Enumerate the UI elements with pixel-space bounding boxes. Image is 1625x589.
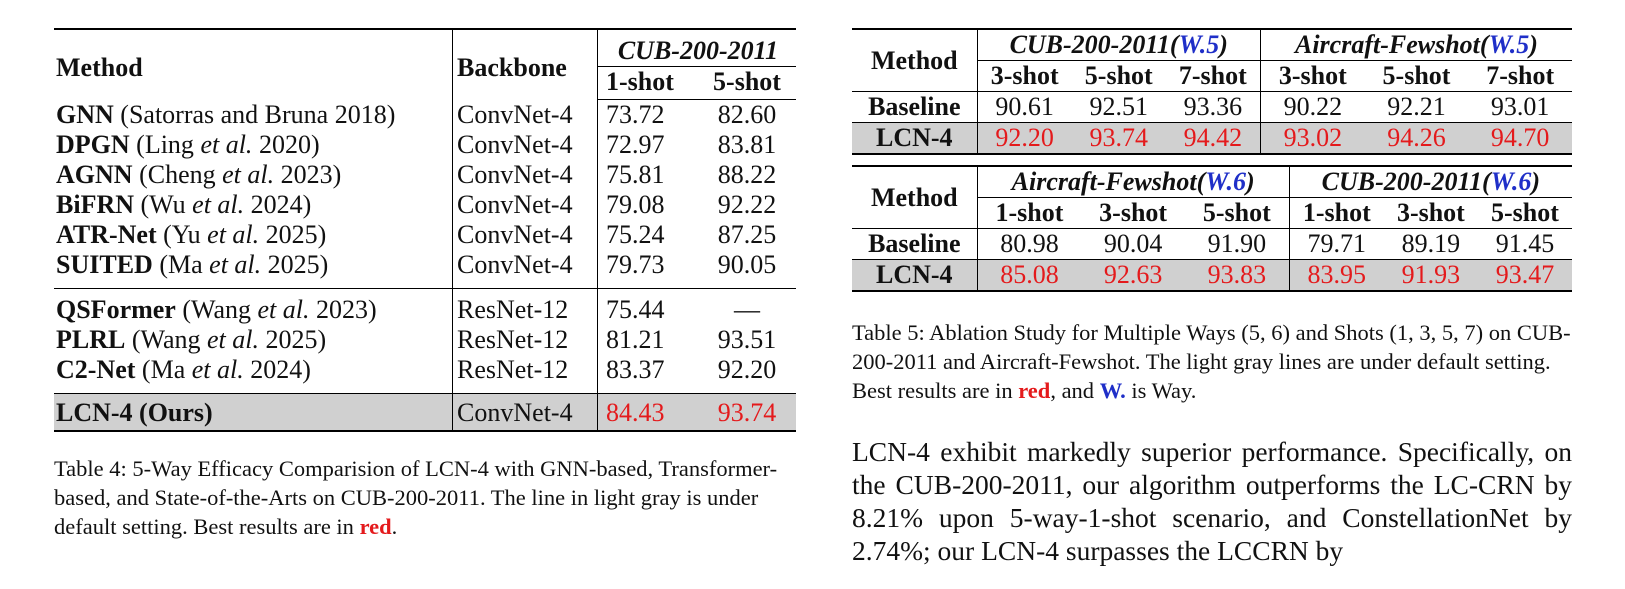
table4-5shot-cell: 88.22 (717, 160, 777, 189)
table5-bottom-dataset2-header: CUB-200-2011(W.6) (1289, 166, 1572, 198)
table4-gap (54, 280, 796, 289)
table5-cell: 93.02 (1260, 123, 1364, 155)
table4-1shot-cell: 79.08 (598, 190, 699, 220)
table4-block (54, 28, 796, 541)
table5-bottom-method-header: Method (852, 166, 977, 229)
table4-row (54, 190, 796, 220)
table5-shot-header: 5-shot (1185, 198, 1289, 229)
table5-cell: 93.83 (1185, 260, 1289, 292)
table5-cell: 85.08 (977, 260, 1081, 292)
table5-bottom-lcn-row (852, 260, 1572, 292)
table5-top-baseline-row (852, 92, 1572, 123)
table4-method-header: Method (56, 52, 143, 82)
table5-cell: 94.42 (1166, 123, 1261, 155)
table4-5shot-cell: 93.74 (698, 394, 796, 432)
table5-shot-header: 5-shot (1478, 198, 1572, 229)
table5-top (852, 28, 1572, 155)
table4-row (54, 355, 796, 385)
table5-shot-header: 5-shot (1072, 61, 1166, 92)
table5-top-dataset2-header: Aircraft-Fewshot(W.5) (1260, 29, 1572, 61)
table4-5shot-cell: 92.20 (717, 355, 777, 384)
table4-backbone-cell: ConvNet-4 (453, 220, 598, 250)
table5-cell: 79.71 (1289, 229, 1384, 260)
table5-cell: 83.95 (1289, 260, 1384, 292)
table4-1shot-cell: 75.81 (598, 160, 699, 190)
table4-header-row1 (54, 29, 796, 67)
table5-cell: 93.36 (1166, 92, 1261, 123)
table5-cell: 94.70 (1468, 123, 1572, 155)
table4-dataset-header: CUB-200-2011 (598, 29, 797, 67)
table5-shot-header: 5-shot (1365, 61, 1469, 92)
table4-method-cell: C2-Net (Ma et al. 2024) (56, 355, 311, 384)
table4-5shot-cell: 82.60 (717, 100, 777, 129)
table4-backbone-cell: ConvNet-4 (453, 130, 598, 160)
table5-cell: 93.01 (1468, 92, 1572, 123)
table4-1shot-cell: 75.44 (598, 289, 699, 326)
body-paragraph: LCN-4 exhibit markedly superior performance. Specifically, on the CUB-200-2011, our algorithm outperforms the LC-CRN by 8.21% upon 5-way-1-shot scenario, and ConstellationNet by 2.74%; our LCN-4 surpasses the LCCRN by (852, 436, 1572, 566)
table4-backbone-cell: ConvNet-4 (453, 160, 598, 190)
table5-row-label: Baseline (852, 92, 977, 123)
table5-cell: 92.51 (1072, 92, 1166, 123)
table5-cell: 90.22 (1260, 92, 1364, 123)
table4-5shot-cell: 93.51 (717, 325, 777, 354)
table5-cell: 90.04 (1081, 229, 1185, 260)
table5-top-lcn-row (852, 123, 1572, 155)
table4-1shot-cell: 79.73 (598, 250, 699, 280)
table4-method-cell: ATR-Net (Yu et al. 2025) (56, 220, 327, 249)
table5-cell: 92.21 (1365, 92, 1469, 123)
table4-method-cell: DPGN (Ling et al. 2020) (56, 130, 320, 159)
table4-ours-row (54, 394, 796, 432)
table5-cell: 92.20 (977, 123, 1072, 155)
table5-row-label: LCN-4 (852, 123, 977, 155)
table4-backbone-header: Backbone (453, 29, 598, 100)
table4-row (54, 325, 796, 355)
table5-bottom (852, 165, 1572, 292)
table5-shot-header: 3-shot (1384, 198, 1478, 229)
table4-1shot-cell: 73.72 (598, 100, 699, 131)
table4-row (54, 220, 796, 250)
table4-gap (54, 385, 796, 394)
table5-top-dataset1-header: CUB-200-2011(W.5) (977, 29, 1260, 61)
table5-row-label: LCN-4 (852, 260, 977, 292)
table4-method-cell: PLRL (Wang et al. 2025) (56, 325, 327, 354)
table5-shot-header: 3-shot (977, 61, 1072, 92)
table5-cell: 93.47 (1478, 260, 1572, 292)
table4-backbone-cell: ConvNet-4 (453, 100, 598, 131)
table5-shot-header: 7-shot (1166, 61, 1261, 92)
table5-cell: 80.98 (977, 229, 1081, 260)
table4-5shot-cell: 90.05 (717, 250, 777, 279)
table5-cell: 91.45 (1478, 229, 1572, 260)
table4-backbone-cell: ConvNet-4 (453, 394, 598, 432)
table4-5shot-header: 5-shot (698, 67, 796, 100)
table5-cell: 89.19 (1384, 229, 1478, 260)
table4-backbone-cell: ConvNet-4 (453, 250, 598, 280)
table4-backbone-cell: ResNet-12 (453, 325, 598, 355)
table4-method-cell: AGNN (Cheng et al. 2023) (56, 160, 342, 189)
table5-cell: 91.93 (1384, 260, 1478, 292)
table5-bottom-baseline-row (852, 229, 1572, 260)
table4-1shot-cell: 75.24 (598, 220, 699, 250)
table5-cell: 90.61 (977, 92, 1072, 123)
table4-5shot-cell: 83.81 (717, 130, 777, 159)
table4-row (54, 289, 796, 326)
table4-1shot-cell: 84.43 (598, 394, 699, 432)
table4-1shot-header: 1-shot (598, 67, 699, 100)
table5-block (852, 28, 1572, 567)
table4-1shot-cell: 81.21 (598, 325, 699, 355)
table4-method-cell: LCN-4 (Ours) (54, 394, 453, 432)
table5-cell: 94.26 (1365, 123, 1469, 155)
table4-row (54, 100, 796, 131)
table4 (54, 28, 796, 432)
table5-bottom-dataset1-header: Aircraft-Fewshot(W.6) (977, 166, 1289, 198)
table4-row (54, 250, 796, 280)
table5-caption: Table 5: Ablation Study for Multiple Ways (5, 6) and Shots (1, 3, 5, 7) on CUB-200-2011 and Aircraft-Fewshot. The light gray lines are under default setting. Best results are in red, and W. is Way. (852, 320, 1571, 403)
table4-1shot-cell: 83.37 (598, 355, 699, 385)
table4-backbone-cell: ResNet-12 (453, 289, 598, 326)
table5-bottom-dataset-row (852, 166, 1572, 198)
table5-shot-header: 1-shot (1289, 198, 1384, 229)
table4-5shot-cell: 87.25 (717, 220, 777, 249)
table5-cell: 92.63 (1081, 260, 1185, 292)
table5-shot-header: 1-shot (977, 198, 1081, 229)
table4-method-cell: GNN (Satorras and Bruna 2018) (56, 99, 396, 129)
table5-top-dataset-row (852, 29, 1572, 61)
table4-method-cell: SUITED (Ma et al. 2025) (56, 250, 329, 279)
table4-1shot-cell: 72.97 (598, 130, 699, 160)
table5-cell: 93.74 (1072, 123, 1166, 155)
table4-5shot-cell: 92.22 (717, 190, 777, 219)
table5-top-method-header: Method (852, 29, 977, 92)
table5-shot-header: 3-shot (1081, 198, 1185, 229)
table4-method-cell: BiFRN (Wu et al. 2024) (56, 190, 312, 219)
table5-shot-header: 3-shot (1260, 61, 1364, 92)
table4-method-cell: QSFormer (Wang et al. 2023) (54, 289, 453, 326)
table5-shot-header: 7-shot (1468, 61, 1572, 92)
table5-row-label: Baseline (852, 229, 977, 260)
table4-backbone-cell: ConvNet-4 (453, 190, 598, 220)
table4-caption: Table 4: 5-Way Efficacy Comparision of LCN-4 with GNN-based, Transformer-based, and State-of-the-Arts on CUB-200-2011. The line in light gray is under default setting. Best results are in red. (54, 456, 778, 539)
table4-5shot-cell: — (698, 289, 796, 326)
table4-row (54, 160, 796, 190)
table4-backbone-cell: ResNet-12 (453, 355, 598, 385)
table4-row (54, 130, 796, 160)
table5-cell: 91.90 (1185, 229, 1289, 260)
